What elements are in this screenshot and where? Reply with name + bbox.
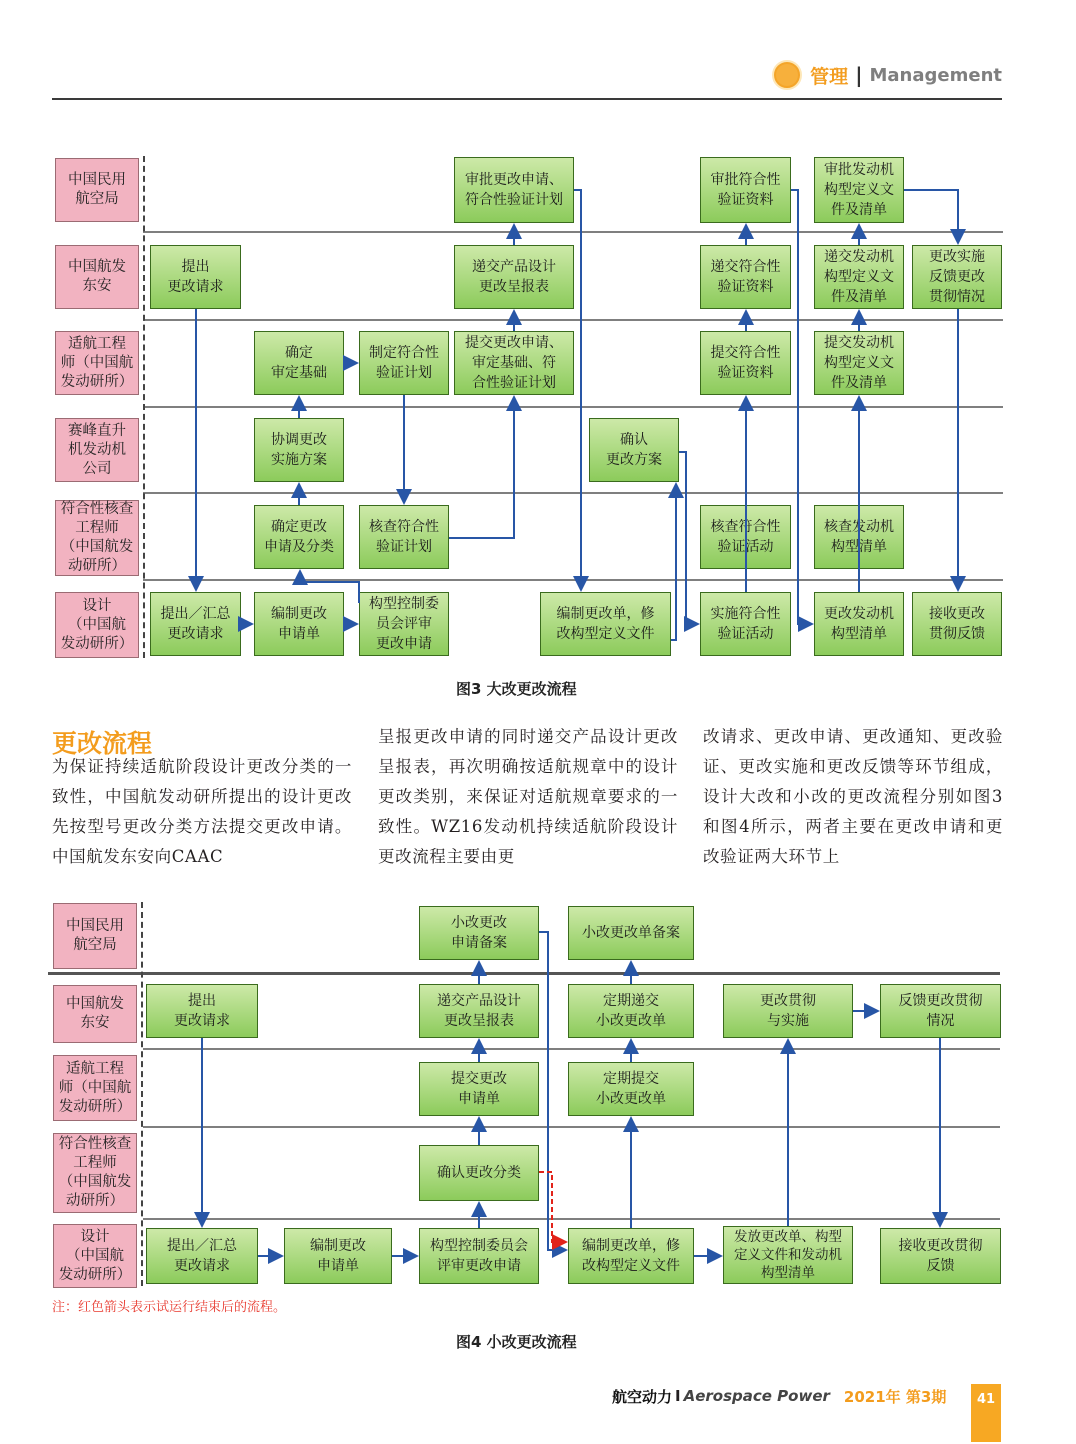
page-number: 41 <box>971 1384 1001 1442</box>
figure-note: 注：红色箭头表示试运行结束后的流程。 <box>52 1300 287 1315</box>
flow-box: 审批符合性 验证资料 <box>700 157 791 223</box>
journal-name-cn: 航空动力 <box>612 1387 673 1406</box>
lane-label: 中国民用 航空局 <box>53 903 137 969</box>
lane-label: 符合性核查 工程师 （中国航发 动研所） <box>55 500 139 576</box>
lane-label: 中国民用 航空局 <box>55 158 139 222</box>
text-column-2: 呈报更改申请的同时递交产品设计更改呈报表，再次明确按适航规章中的设计更改类别，来保证对适航规章要求的一致性。WZ16发动机持续适航阶段设计更改流程主要由更 <box>378 727 678 866</box>
flow-box: 接收更改贯彻 反馈 <box>880 1228 1001 1284</box>
connector-red <box>539 1172 564 1242</box>
flow-box: 提交更改 申请单 <box>419 1062 539 1116</box>
text-column-1: 为保证持续适航阶段设计更改分类的一致性，中国航发动研所提出的设计更改先按型号更改分类方法提交更改申请。中国航发东安向CAAC <box>52 757 352 866</box>
lane-label: 适航工程 师（中国航 发动研所） <box>53 1055 137 1121</box>
lane-label: 中国航发 东安 <box>53 985 137 1043</box>
flow-box: 反馈更改贯彻 情况 <box>880 984 1001 1038</box>
flow-box: 审批更改申请、 符合性验证计划 <box>454 157 574 223</box>
lane-label: 设计 （中国航 发动研所） <box>55 592 139 658</box>
flow-box: 提出／汇总 更改请求 <box>150 592 241 656</box>
flow-box: 确定更改 申请及分类 <box>254 505 344 569</box>
journal-name-en: Aerospace Power <box>683 1387 830 1405</box>
lane-divider <box>48 972 1000 975</box>
lane-header-divider <box>141 902 143 1286</box>
figure-caption: 图4 小改更改流程 <box>456 1333 577 1351</box>
flow-box: 核查发动机 构型清单 <box>814 505 904 569</box>
text-column-3: 改请求、更改申请、更改通知、更改验证、更改实施和更改反馈等环节组成，设计大改和小改的更改流程分别如图3和图4所示，两者主要在更改申请和更改验证两大环节上 <box>703 727 1003 866</box>
lane-divider <box>143 492 1003 494</box>
flow-box: 更改贯彻 与实施 <box>723 984 853 1038</box>
connector <box>574 190 581 588</box>
lane-divider <box>143 1218 1000 1220</box>
lane-divider <box>143 231 1003 233</box>
flow-box: 递交符合性 验证资料 <box>700 245 791 309</box>
flow-box: 编制更改单，修 改构型定义文件 <box>568 1228 694 1284</box>
flow-box: 小改更改 申请备案 <box>419 906 539 960</box>
flow-box: 构型控制委 员会评审 更改申请 <box>359 592 449 656</box>
connector <box>449 399 514 538</box>
section-en: Management <box>869 64 1002 86</box>
flow-box: 提出 更改请求 <box>150 245 241 309</box>
lane-header-divider <box>143 156 145 658</box>
flow-box: 编制更改单，修 改构型定义文件 <box>540 592 671 656</box>
flow-box: 定期递交 小改更改单 <box>568 984 694 1038</box>
lane-divider <box>143 319 1003 321</box>
lane-label: 符合性核查 工程师 （中国航发 动研所） <box>53 1133 137 1213</box>
flow-box: 审批发动机 构型定义文 件及清单 <box>814 157 904 223</box>
flow-box: 发放更改单、构型 定义文件和发动机 构型清单 <box>723 1226 853 1284</box>
flow-box: 制定符合性 验证计划 <box>359 331 449 395</box>
lane-label: 中国航发 东安 <box>55 245 139 309</box>
flow-box: 定期提交 小改更改单 <box>568 1062 694 1116</box>
flow-box: 编制更改 申请单 <box>284 1228 392 1284</box>
flow-box: 接收更改 贯彻反馈 <box>912 592 1002 656</box>
flow-box: 递交发动机 构型定义文 件及清单 <box>814 245 904 309</box>
flow-box: 协调更改 实施方案 <box>254 418 344 482</box>
flow-box: 提出 更改请求 <box>146 984 258 1038</box>
flow-box: 核查符合性 验证活动 <box>700 505 791 569</box>
flow-box: 提交更改申请、 审定基础、符 合性验证计划 <box>454 331 574 395</box>
section-title: 更改流程 <box>52 729 153 758</box>
flow-box: 构型控制委员会 评审更改申请 <box>419 1228 539 1284</box>
flow-box: 提交发动机 构型定义文 件及清单 <box>814 331 904 395</box>
section-emblem-icon <box>772 60 802 90</box>
lane-label: 设计 （中国航 发动研所） <box>53 1224 137 1288</box>
footer-separator: I <box>675 1387 681 1405</box>
flow-box: 提交符合性 验证资料 <box>700 331 791 395</box>
header-separator: | <box>855 63 863 87</box>
flow-box: 小改更改单备案 <box>568 906 694 960</box>
connector <box>679 452 696 624</box>
running-footer <box>612 1384 946 1408</box>
connector <box>539 932 564 1250</box>
header-rule <box>52 98 1002 100</box>
flow-box: 更改实施 反馈更改 贯彻情况 <box>912 245 1002 309</box>
lane-label: 适航工程 师（中国航 发动研所） <box>55 331 139 395</box>
flow-box: 提出／汇总 更改请求 <box>146 1228 258 1284</box>
lane-divider <box>143 1048 1000 1050</box>
flow-box: 确认更改分类 <box>419 1145 539 1201</box>
connector <box>671 486 676 640</box>
flow-box: 更改发动机 构型清单 <box>814 592 904 656</box>
lane-label: 赛峰直升 机发动机 公司 <box>55 418 139 482</box>
connector <box>904 190 958 241</box>
flow-box: 核查符合性 验证计划 <box>359 505 449 569</box>
figure-caption: 图3 大改更改流程 <box>456 680 577 698</box>
flow-box: 递交产品设计 更改呈报表 <box>419 984 539 1038</box>
flow-box: 递交产品设计 更改呈报表 <box>454 245 574 309</box>
lane-divider <box>143 406 1003 408</box>
running-header <box>772 60 1002 90</box>
lane-divider <box>143 1126 1000 1128</box>
flow-box: 确认 更改方案 <box>589 418 679 482</box>
flow-box: 实施符合性 验证活动 <box>700 592 791 656</box>
lane-divider <box>143 579 1003 581</box>
flow-box: 编制更改 申请单 <box>254 592 344 656</box>
section-cn: 管理 <box>810 65 849 88</box>
issue-info: 2021年 第3期 <box>843 1387 947 1406</box>
flow-box: 确定 审定基础 <box>254 331 344 395</box>
